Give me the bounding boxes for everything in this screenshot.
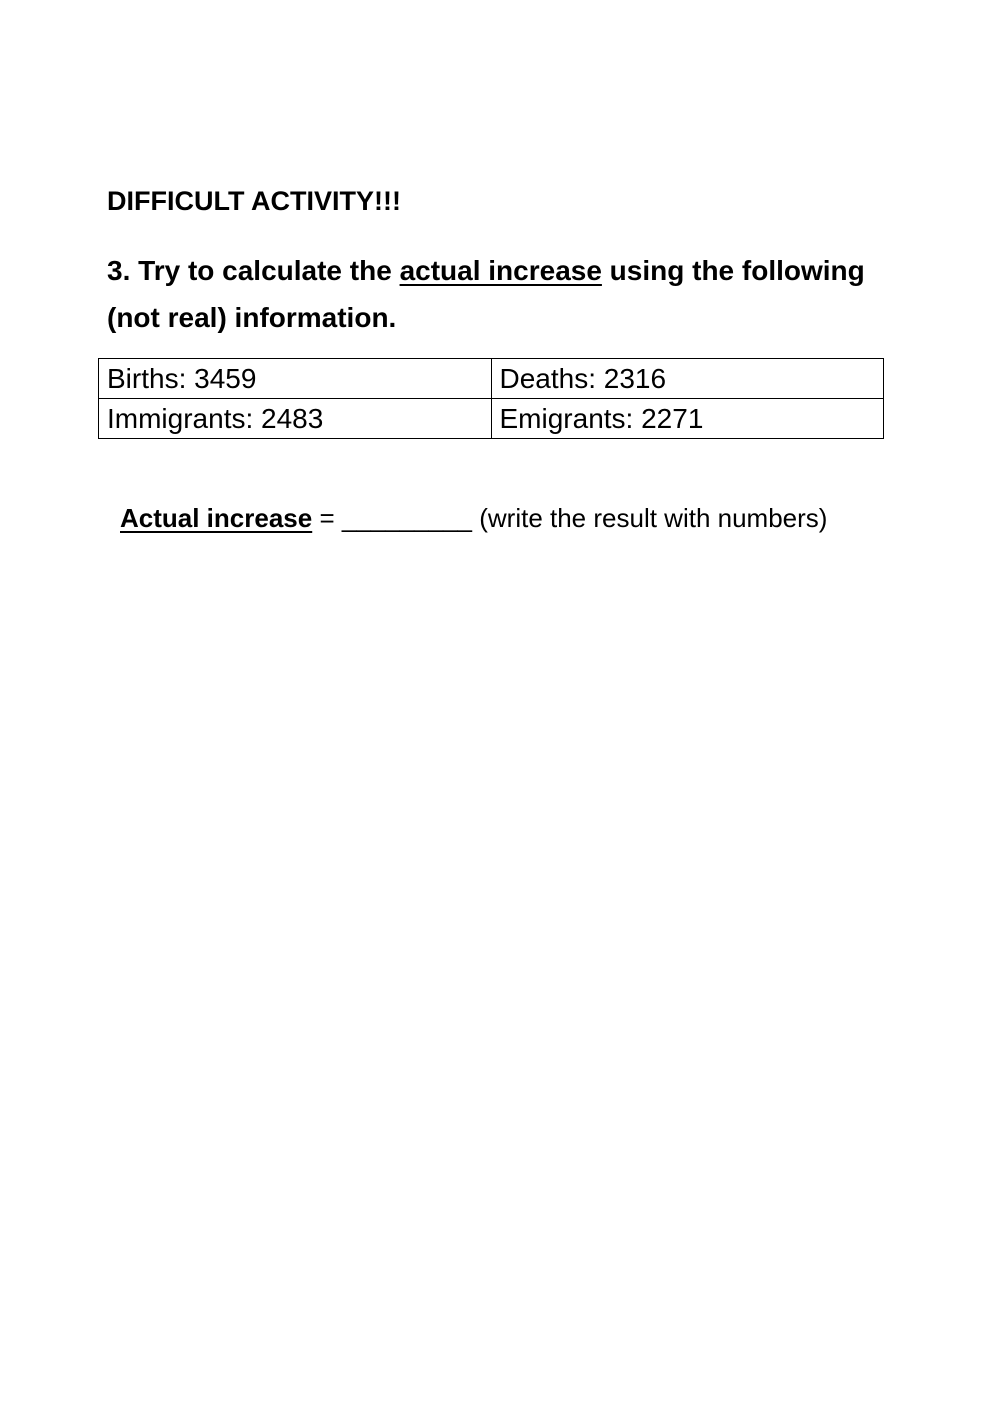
question-text bbox=[107, 247, 887, 341]
population-data-table bbox=[98, 358, 884, 439]
answer-hint: (write the result with numbers) bbox=[472, 503, 828, 533]
answer-blank[interactable]: _________ bbox=[341, 503, 472, 533]
table-cell-immigrants: Immigrants: 2483 bbox=[99, 399, 492, 439]
answer-label: Actual increase bbox=[120, 503, 313, 533]
activity-heading: DIFFICULT ACTIVITY!!! bbox=[107, 186, 401, 216]
table-cell-births: Births: 3459 bbox=[99, 359, 492, 399]
question-suffix: using the following (not real) information. bbox=[107, 255, 865, 333]
table-row bbox=[99, 359, 884, 399]
question-underlined-term: actual increase bbox=[399, 255, 602, 286]
answer-line bbox=[120, 503, 827, 534]
table-cell-emigrants: Emigrants: 2271 bbox=[491, 399, 884, 439]
table-cell-deaths: Deaths: 2316 bbox=[491, 359, 884, 399]
question-prefix: 3. Try to calculate the bbox=[107, 255, 400, 286]
table-row bbox=[99, 399, 884, 439]
answer-equals: = bbox=[312, 503, 342, 533]
